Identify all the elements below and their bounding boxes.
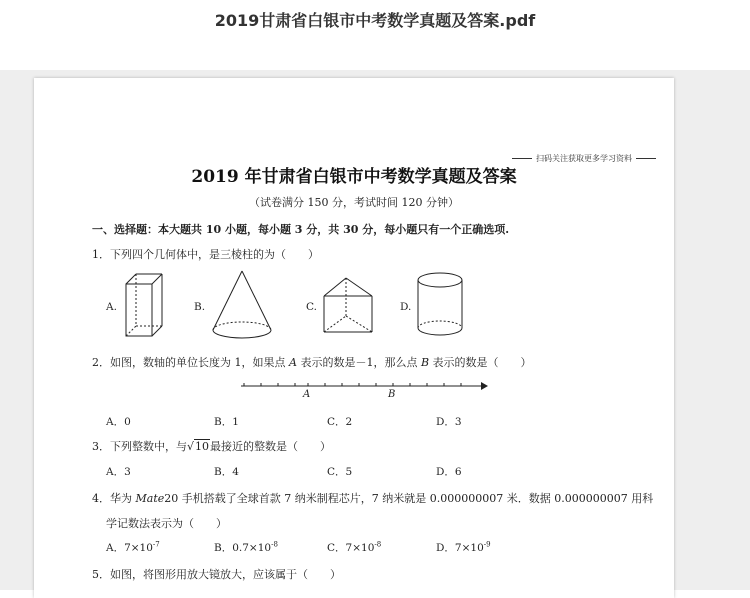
q2-stem-pre: 2．如图，数轴的单位长度为 1，如果点	[92, 356, 289, 369]
q4-option-d-base: D．7×10	[436, 542, 484, 554]
q3-stem-pre: 3．下列整数中，与	[92, 440, 187, 453]
sqrt-symbol: √	[187, 440, 195, 453]
q4-option-d	[436, 540, 491, 555]
q4-mate: Mate	[135, 492, 165, 505]
question-4-stem-line2: 学记数法表示为（ ）	[106, 517, 227, 530]
q4-option-c-base: C．7×10	[327, 542, 375, 554]
q2-option-c: C．2	[327, 416, 353, 428]
triangular-prism-figure	[320, 274, 378, 338]
q1-label-d: D.	[400, 301, 412, 313]
q2-stem-mid: 表示的数是－1，那么点	[296, 356, 421, 369]
cylinder-figure	[414, 270, 466, 340]
number-line-label-b: B	[388, 389, 396, 400]
exam-title: 2019 年甘肃省白银市中考数学真题及答案	[191, 167, 517, 187]
q3-stem-post: 最接近的整数是（ ）	[210, 440, 332, 453]
q4-option-b	[214, 540, 278, 555]
number-line-figure	[239, 376, 489, 402]
q4-option-a-base: A．7×10	[106, 542, 153, 554]
q4-option-a-exp: -7	[152, 540, 160, 549]
q2-option-d: D．3	[436, 416, 462, 428]
question-3-stem	[92, 438, 331, 454]
q4-option-d-exp: -9	[483, 540, 491, 549]
q3-option-d: D．6	[436, 466, 462, 478]
watermark-text: 扫码关注获取更多学习资料	[536, 154, 632, 163]
q3-option-b: B．4	[214, 466, 239, 478]
q2-point-b: B	[420, 356, 430, 369]
q4-option-b-exp: -8	[271, 540, 278, 549]
watermark-dash-right	[636, 158, 656, 159]
q4-option-a	[106, 540, 160, 555]
pdf-page	[34, 78, 674, 598]
q1-label-c: C.	[306, 301, 317, 313]
q1-label-a: A.	[106, 301, 117, 313]
q3-option-c: C．5	[327, 466, 353, 478]
window-titlebar	[0, 0, 750, 70]
q2-option-b: B．1	[214, 416, 239, 428]
q1-label-b: B.	[194, 301, 206, 313]
q2-point-a: A	[289, 356, 297, 369]
number-line-label-a: A	[303, 389, 311, 400]
q3-sqrt-value: 10	[195, 440, 210, 453]
q4-option-b-base: B．0.7×10	[214, 542, 272, 554]
question-1-stem: 1．下列四个几何体中，是三棱柱的为（ ）	[92, 248, 319, 261]
document-title: 2019甘肃省白银市中考数学真题及答案.pdf	[214, 11, 536, 30]
q4-option-c	[327, 540, 381, 555]
question-4-stem	[92, 490, 653, 506]
watermark-dash-left	[512, 158, 532, 159]
q4-option-c-exp: -8	[374, 540, 382, 549]
q2-option-a: A．0	[106, 416, 131, 428]
rectangular-prism-figure	[122, 270, 167, 340]
section-heading: 一、选择题：本大题共 10 小题，每小题 3 分，共 30 分，每小题只有一个正确选项.	[92, 223, 510, 236]
q4-stem-post: 20 手机搭载了全球首款 7 纳米制程芯片，7 纳米就是 0.000000007 米．数据 0.000000007 用科	[164, 492, 654, 505]
q4-stem-pre: 4．华为	[92, 492, 136, 505]
cone-figure	[210, 268, 274, 342]
q2-stem-post: 表示的数是（ ）	[429, 356, 532, 369]
question-5-stem: 5．如图，将图形用放大镜放大，应该属于（ ）	[92, 568, 341, 581]
question-2-stem	[92, 354, 532, 370]
q3-option-a: A．3	[106, 466, 131, 478]
exam-subtitle: （试卷满分 150 分，考试时间 120 分钟）	[249, 196, 459, 209]
